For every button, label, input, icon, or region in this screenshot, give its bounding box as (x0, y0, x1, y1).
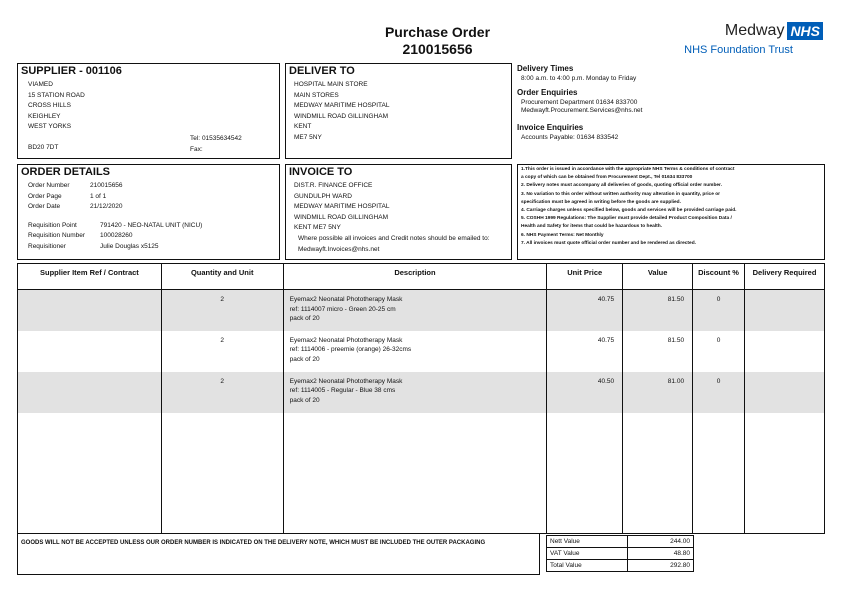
table-row (18, 290, 825, 331)
detail-value: Julie Douglas x5125 (100, 242, 159, 250)
detail-value: 100028260 (100, 232, 133, 239)
cell-value: 81.50 (623, 290, 693, 331)
nhs-badge: NHS (787, 22, 823, 40)
terms-notes (517, 164, 825, 260)
desc-line: Eyemax2 Neonatal Phototherapy Mask (289, 377, 403, 385)
supplier-contact (190, 134, 242, 155)
address-line: HOSPITAL MAIN STORE (294, 81, 368, 88)
detail-value: 791420 - NEO-NATAL UNIT (NICU) (100, 221, 203, 229)
tel-value: 01535634542 (201, 135, 242, 142)
detail-label: Order Page (28, 192, 62, 200)
cell-ref (18, 290, 162, 331)
detail-label: Order Number (28, 182, 70, 189)
totals-label: VAT Value (547, 548, 628, 560)
table-row (18, 372, 825, 413)
nhs-logo (623, 22, 823, 56)
column-header: Quantity and Unit (161, 264, 283, 290)
cell-ref (18, 372, 162, 413)
table-row (18, 331, 825, 372)
fax-label: Fax: (190, 145, 203, 153)
title-line-1: Purchase Order (384, 24, 491, 40)
address-line: MEDWAY MARITIME HOSPITAL (294, 203, 390, 210)
totals-value: 244.00 (628, 536, 694, 548)
detail-label: Requisitioner (28, 242, 66, 250)
detail-value: 1 of 1 (90, 192, 107, 200)
cell-unit-price: 40.75 (547, 290, 623, 331)
cell-description (283, 331, 547, 372)
cell-discount: 0 (693, 290, 745, 331)
totals-value: 48.80 (628, 548, 694, 560)
note-line: 1.This order is issued in accordance with the appropriate NHS Terms & conditions of contract (521, 167, 735, 172)
cell-discount: 0 (693, 372, 745, 413)
desc-line: pack of 20 (289, 396, 320, 404)
cell-value: 81.00 (623, 372, 693, 413)
totals-table (546, 535, 694, 572)
note-line: 6. NHS Payment Terms: Net Monthly (521, 232, 604, 238)
deliver-to-heading: DELIVER TO (289, 65, 355, 77)
supplier-postcode: BD20 7DT (28, 144, 59, 151)
column-header: Description (283, 264, 547, 290)
note-line: 5. COSHH 1999 Regulations: The Supplier must provide detailed Product Composition Data / (521, 216, 732, 222)
address-line: MEDWAY MARITIME HOSPITAL (294, 102, 390, 109)
cell-delivery (745, 290, 825, 331)
detail-row (28, 242, 202, 253)
order-details-rows (28, 181, 202, 252)
deliver-to-box (285, 63, 512, 159)
page-title (340, 24, 535, 58)
order-enquiries-line: Procurement Department 01634 833700 (521, 99, 638, 106)
cell-unit-price: 40.75 (547, 331, 623, 372)
note-line: 3. No variation to this order without written authority may alteration in quantity, price or (521, 191, 721, 197)
column-header: Value (623, 264, 693, 290)
address-line: GUNDULPH WARD (294, 192, 352, 200)
detail-value: 21/12/2020 (90, 203, 123, 210)
column-header: Delivery Required (745, 264, 825, 290)
address-line: WEST YORKS (28, 123, 72, 130)
acceptance-note: GOODS WILL NOT BE ACCEPTED UNLESS OUR ORDER NUMBER IS INDICATED ON THE DELIVERY NOTE, WHICH MUST BE INCLUDED THE OUTER PACKAGING (17, 533, 540, 575)
cell-discount: 0 (693, 331, 745, 372)
cell-qty: 2 (161, 372, 283, 413)
order-details-heading: ORDER DETAILS (21, 166, 111, 178)
address-line: KENT (294, 123, 312, 130)
desc-line: ref: 1114006 - preemie (orange) 26-32cms (289, 346, 412, 353)
cell-ref (18, 331, 162, 372)
cell-description (283, 290, 547, 331)
column-header: Discount % (693, 264, 745, 290)
detail-row (28, 202, 202, 213)
invoice-to-address (294, 181, 389, 234)
note-line: a copy of which can be obtained from Procurement Dept., Tel 01634 833700 (521, 175, 693, 181)
note-line: specification must be agreed in writing before the goods are supplied. (521, 199, 681, 205)
totals-row (547, 548, 694, 560)
note-line: 4. Carriage charges unless specified below, goods and services will be provided carriage paid. (521, 208, 737, 214)
invoice-to-heading: INVOICE TO (289, 166, 353, 178)
desc-line: pack of 20 (289, 315, 320, 322)
order-enquiries-heading: Order Enquiries (517, 88, 578, 97)
address-line: 15 STATION ROAD (28, 91, 85, 99)
desc-line: pack of 20 (289, 355, 320, 363)
address-line: CROSS HILLS (28, 102, 71, 109)
cell-qty: 2 (161, 290, 283, 331)
column-header: Unit Price (547, 264, 623, 290)
address-line: WINDMILL ROAD GILLINGHAM (294, 112, 389, 120)
desc-line: Eyemax2 Neonatal Phototherapy Mask (289, 336, 403, 344)
totals-row (547, 560, 694, 572)
tel-label: Tel: (190, 135, 201, 142)
note-line: Health and Safety for items that could be hazardous to health. (521, 224, 662, 230)
note-line: 7. All invoices must quote official order number and be rendered as directed. (521, 240, 696, 246)
cell-qty: 2 (161, 331, 283, 372)
totals-label: Nett Value (547, 536, 628, 548)
note-line: 2. Delivery notes must accompany all deliveries of goods, quoting official order number. (521, 183, 722, 189)
order-details-box (17, 164, 280, 260)
cell-description (283, 372, 547, 413)
address-line: WINDMILL ROAD GILLINGHAM (294, 213, 389, 221)
invoice-enquiries-heading: Invoice Enquiries (517, 123, 584, 132)
table-header-row (18, 264, 825, 290)
supplier-box (17, 63, 280, 159)
cell-delivery (745, 372, 825, 413)
column-header: Supplier Item Ref / Contract (18, 264, 162, 290)
address-line: MAIN STORES (294, 91, 339, 99)
address-line: ME7 5NY (294, 133, 322, 141)
invoice-email-note: Where possible all invoices and Credit notes should be emailed to: Medwayft.Invoices@nhs.net (298, 235, 490, 253)
invoice-enquiries-text: Accounts Payable: 01634 833542 (521, 134, 619, 141)
deliver-to-address (294, 80, 389, 143)
address-line: VIAMED (28, 81, 53, 88)
delivery-times-text: 8:00 a.m. to 4:00 p.m. Monday to Friday (521, 75, 637, 82)
logo-trust: NHS Foundation Trust (684, 44, 793, 57)
detail-label: Order Date (28, 203, 61, 210)
totals-value: 292.80 (628, 560, 694, 572)
logo-brand: Medway (724, 22, 785, 39)
info-column (517, 64, 817, 141)
order-number-title: 210015656 (402, 41, 473, 57)
detail-row (28, 192, 202, 203)
desc-line: ref: 1114007 micro - Green 20-25 cm (289, 305, 396, 313)
cell-unit-price: 40.50 (547, 372, 623, 413)
delivery-times-heading: Delivery Times (517, 64, 574, 73)
detail-label: Requisition Number (28, 232, 86, 239)
detail-label: Requisition Point (28, 221, 77, 229)
totals-row (547, 536, 694, 548)
detail-row (28, 181, 202, 192)
desc-line: ref: 1114005 - Regular - Blue 38 cms (289, 387, 396, 394)
cell-value: 81.50 (623, 331, 693, 372)
detail-row (28, 231, 202, 242)
address-line: KENT ME7 5NY (294, 224, 341, 231)
detail-value: 210015656 (90, 182, 123, 189)
totals-label: Total Value (547, 560, 628, 572)
desc-line: Eyemax2 Neonatal Phototherapy Mask (289, 296, 403, 303)
address-line: KEIGHLEY (28, 112, 61, 120)
invoice-to-box (285, 164, 512, 260)
table-filler-row (18, 413, 825, 534)
items-table (17, 263, 825, 534)
order-enquiries-line: Medwayft.Procurement.Services@nhs.net (521, 107, 643, 114)
supplier-address (28, 80, 85, 133)
address-line: DIST.R. FINANCE OFFICE (294, 182, 373, 189)
supplier-heading: SUPPLIER - 001106 (21, 65, 122, 77)
cell-delivery (745, 331, 825, 372)
detail-row (28, 221, 202, 232)
